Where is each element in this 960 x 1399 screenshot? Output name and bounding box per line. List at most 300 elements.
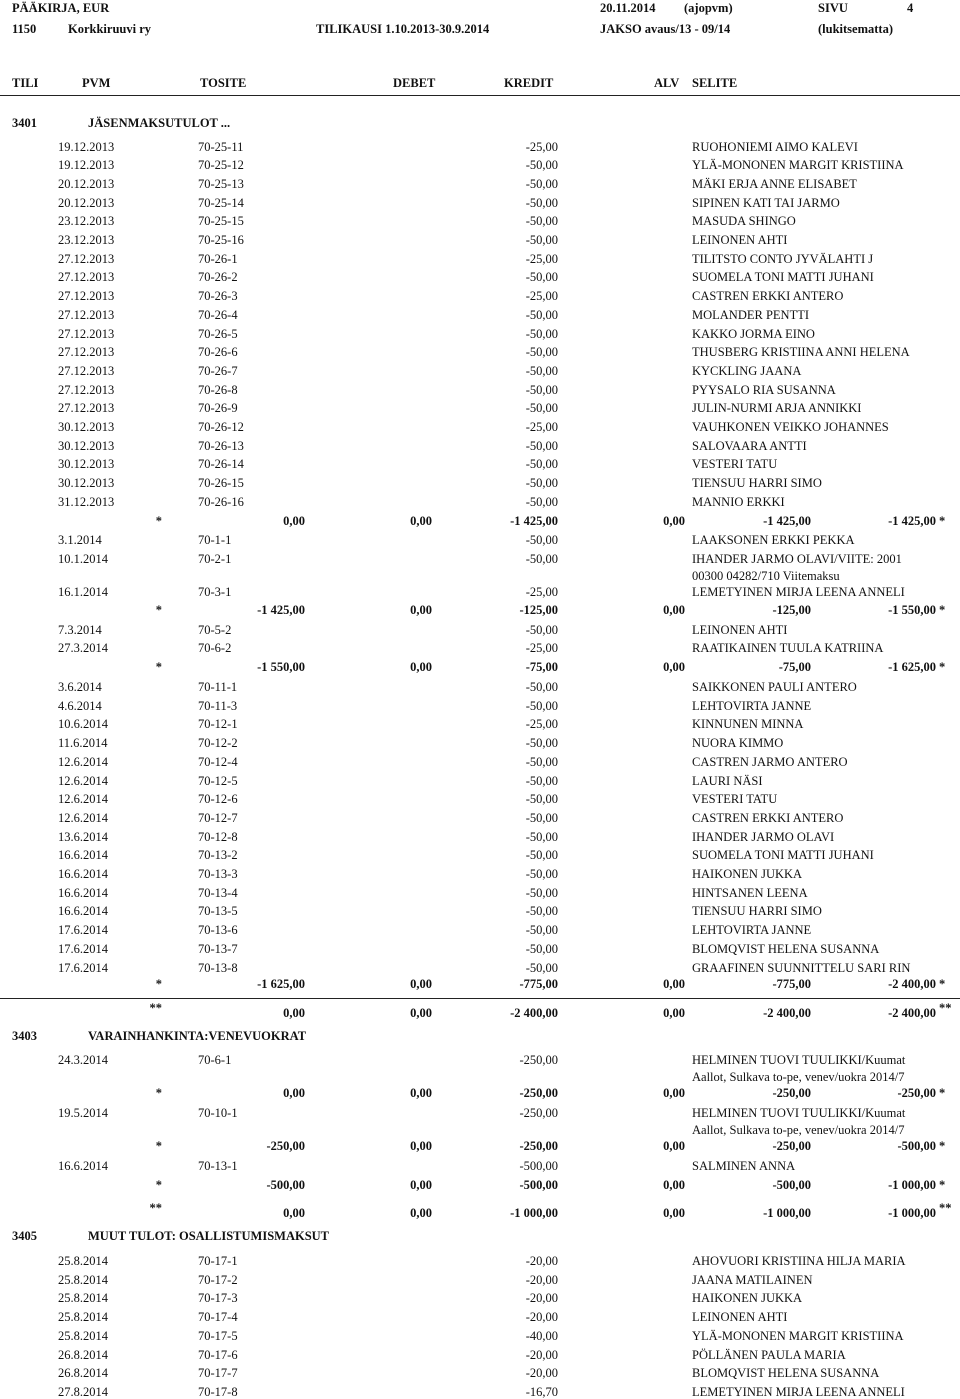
- subtotal-debit: 0,00: [410, 1086, 432, 1100]
- entry-credit: -50,00: [525, 923, 558, 938]
- entry-date: 10.6.2014: [58, 717, 108, 732]
- entry-description: CASTREN ERKKI ANTERO: [692, 810, 844, 825]
- subtotal-marker: *: [155, 660, 162, 674]
- entry-credit: -50,00: [525, 698, 558, 713]
- subtotal-balance: -500,00: [897, 1139, 936, 1153]
- entry-credit: -20,00: [525, 1254, 558, 1268]
- entry-date: 13.6.2014: [58, 829, 108, 844]
- entry-date: 27.12.2013: [58, 289, 115, 304]
- entry-credit: -50,00: [525, 363, 558, 378]
- entry-description: YLÄ-MONONEN MARGIT KRISTIINA: [692, 1328, 904, 1343]
- entry-credit: -50,00: [525, 885, 558, 900]
- entry-credit: -50,00: [525, 382, 558, 397]
- entry-date: 30.12.2013: [58, 476, 115, 491]
- subtotal-opening: -1 550,00: [257, 660, 305, 674]
- entry-date: 25.8.2014: [58, 1328, 108, 1343]
- entry-date: 17.6.2014: [58, 923, 108, 938]
- entry-credit: -25,00: [525, 585, 558, 599]
- entry-credit: -50,00: [525, 401, 558, 416]
- section-divider: [0, 998, 960, 999]
- entry-date: 24.3.2014: [58, 1053, 108, 1067]
- entry-credit: -50,00: [525, 773, 558, 788]
- entry-description: SALOVAARA ANTTI: [692, 438, 807, 453]
- subtotal-debit: 0,00: [410, 603, 432, 617]
- entry-description: HAIKONEN JUKKA: [692, 867, 803, 881]
- entry-credit: -50,00: [525, 623, 558, 637]
- entry-date: 3.1.2014: [58, 533, 102, 547]
- entry-credit: -50,00: [525, 176, 558, 191]
- entry-description: MANNIO ERKKI: [692, 494, 785, 509]
- subtotal-marker-end: *: [939, 514, 946, 528]
- entry-description: LEHTOVIRTA JANNE: [692, 698, 812, 713]
- subtotal-credit: -250,00: [519, 1086, 558, 1100]
- entry-voucher: 70-26-9: [198, 401, 238, 416]
- entry-date: 19.5.2014: [58, 1106, 108, 1120]
- entry-voucher: 70-26-16: [198, 494, 244, 509]
- entry-voucher: 70-25-15: [198, 214, 244, 229]
- entry-description: PÖLLÄNEN PAULA MARIA: [692, 1347, 846, 1362]
- entry-credit: -50,00: [525, 941, 558, 956]
- subtotal-balance: -1 000,00: [888, 1178, 936, 1192]
- entry-description-cont: Aallot, Sulkava to-pe, venev/uokra 2014/7: [692, 1123, 905, 1137]
- entry-description: JULIN-NURMI ARJA ANNIKKI: [692, 401, 862, 416]
- entry-date: 25.8.2014: [58, 1310, 108, 1325]
- entry-description: HINTSANEN LEENA: [692, 885, 808, 900]
- entry-date: 19.12.2013: [58, 139, 115, 154]
- entry-date: 25.8.2014: [58, 1254, 108, 1268]
- entry-voucher: 70-10-1: [198, 1106, 238, 1120]
- entry-date: 20.12.2013: [58, 176, 115, 191]
- entry-voucher: 70-12-4: [198, 754, 238, 769]
- subtotal-marker-end: *: [939, 603, 946, 617]
- entry-voucher: 70-25-12: [198, 158, 244, 173]
- entry-voucher: 70-26-7: [198, 363, 238, 378]
- page-label: SIVU: [818, 1, 848, 15]
- entry-description: SUOMELA TONI MATTI JUHANI: [692, 270, 874, 285]
- entry-description: NUORA KIMMO: [692, 736, 784, 751]
- entry-date: 16.6.2014: [58, 867, 108, 881]
- subtotal-marker: *: [155, 977, 162, 991]
- entry-voucher: 70-25-16: [198, 233, 244, 247]
- entry-description: VESTERI TATU: [692, 457, 778, 472]
- subtotal-marker-end: **: [939, 1201, 952, 1215]
- entry-description: AHOVUORI KRISTIINA HILJA MARIA: [692, 1254, 906, 1268]
- entry-voucher: 70-2-1: [198, 552, 232, 566]
- entry-credit: -40,00: [525, 1328, 558, 1343]
- entry-date: 27.12.2013: [58, 270, 115, 285]
- col-account: TILI: [12, 76, 39, 90]
- entry-voucher: 70-11-1: [198, 680, 238, 694]
- subtotal-marker: **: [149, 1201, 162, 1215]
- entry-voucher: 70-17-1: [198, 1254, 238, 1268]
- entry-voucher: 70-26-1: [198, 251, 238, 266]
- subtotal-opening: -250,00: [266, 1139, 305, 1153]
- subtotal-period: -125,00: [772, 603, 811, 617]
- entry-voucher: 70-17-7: [198, 1366, 238, 1381]
- subtotal-vat: 0,00: [663, 1206, 685, 1220]
- subtotal-vat: 0,00: [663, 660, 685, 674]
- entry-date: 26.8.2014: [58, 1347, 108, 1362]
- entry-voucher: 70-12-7: [198, 810, 238, 825]
- entry-description: YLÄ-MONONEN MARGIT KRISTIINA: [692, 158, 904, 173]
- subtotal-marker-end: *: [939, 1178, 946, 1192]
- subtotal-opening: 0,00: [283, 1206, 305, 1220]
- subtotal-balance: -1 625,00: [888, 660, 936, 674]
- subtotal-debit: 0,00: [410, 660, 432, 674]
- entry-credit: -20,00: [525, 1291, 558, 1306]
- entry-date: 11.6.2014: [58, 736, 108, 751]
- entry-credit: -25,00: [525, 717, 558, 732]
- entry-voucher: 70-17-3: [198, 1291, 238, 1306]
- subtotal-credit: -1 000,00: [510, 1206, 558, 1220]
- entry-voucher: 70-13-4: [198, 885, 238, 900]
- entry-voucher: 70-13-3: [198, 867, 238, 881]
- subtotal-opening: -500,00: [266, 1178, 305, 1192]
- entry-description: LEMETYINEN MIRJA LEENA ANNELI: [692, 585, 905, 599]
- entry-voucher: 70-5-2: [198, 623, 232, 637]
- entry-date: 19.12.2013: [58, 158, 115, 173]
- subtotal-vat: 0,00: [663, 1006, 685, 1020]
- entry-description: TILITSTO CONTO JYVÄLAHTI J: [692, 251, 874, 266]
- entry-credit: -50,00: [525, 867, 558, 881]
- entry-date: 7.3.2014: [58, 623, 102, 637]
- entry-description: IHANDER JARMO OLAVI: [692, 829, 835, 844]
- subtotal-marker-end: **: [939, 1001, 952, 1015]
- entry-voucher: 70-25-11: [198, 139, 244, 154]
- entry-credit: -20,00: [525, 1347, 558, 1362]
- subtotal-marker: *: [155, 1086, 162, 1100]
- entry-description: SIPINEN KATI TAI JARMO: [692, 195, 840, 210]
- entry-credit: -50,00: [525, 270, 558, 285]
- entry-voucher: 70-26-15: [198, 476, 244, 491]
- entry-date: 10.1.2014: [58, 552, 108, 566]
- entry-voucher: 70-26-12: [198, 420, 244, 434]
- entry-description: KYCKLING JAANA: [692, 363, 802, 378]
- subtotal-credit: -775,00: [519, 977, 558, 991]
- subtotal-debit: 0,00: [410, 1139, 432, 1153]
- entry-description: LEHTOVIRTA JANNE: [692, 923, 812, 938]
- fiscal-period: TILIKAUSI 1.10.2013-30.9.2014: [316, 22, 490, 36]
- entry-date: 16.6.2014: [58, 848, 108, 863]
- entry-date: 30.12.2013: [58, 420, 115, 434]
- entry-credit: -50,00: [525, 345, 558, 360]
- entry-credit: -25,00: [525, 139, 558, 154]
- entry-voucher: 70-3-1: [198, 585, 232, 599]
- entry-date: 27.12.2013: [58, 251, 115, 266]
- subtotal-marker: *: [155, 514, 162, 528]
- entry-credit: -50,00: [525, 552, 558, 566]
- entry-description: RAATIKAINEN TUULA KATRIINA: [692, 641, 884, 655]
- entry-description: CASTREN JARMO ANTERO: [692, 754, 848, 769]
- entry-voucher: 70-25-14: [198, 195, 244, 210]
- entry-credit: -50,00: [525, 960, 558, 975]
- header-divider: [0, 95, 960, 96]
- subtotal-debit: 0,00: [410, 1206, 432, 1220]
- col-vat: ALV: [654, 76, 680, 90]
- entry-description: VAUHKONEN VEIKKO JOHANNES: [692, 420, 889, 434]
- subtotal-period: -75,00: [778, 660, 811, 674]
- entry-date: 26.8.2014: [58, 1366, 108, 1381]
- entry-voucher: 70-12-8: [198, 829, 238, 844]
- entry-credit: -500,00: [519, 1159, 558, 1173]
- col-description: SELITE: [692, 76, 738, 90]
- entry-description: MASUDA SHINGO: [692, 214, 796, 229]
- subtotal-debit: 0,00: [410, 977, 432, 991]
- entry-date: 12.6.2014: [58, 810, 108, 825]
- entry-credit: -50,00: [525, 326, 558, 341]
- entry-date: 27.12.2013: [58, 401, 115, 416]
- entry-voucher: 70-26-3: [198, 289, 238, 304]
- entry-date: 27.12.2013: [58, 307, 115, 322]
- entry-credit: -50,00: [525, 680, 558, 694]
- entry-description: TIENSUU HARRI SIMO: [692, 904, 822, 919]
- section-account-id: 3401: [12, 116, 37, 130]
- col-debit: DEBET: [393, 76, 436, 90]
- entry-credit: -16,70: [525, 1384, 558, 1399]
- entry-voucher: 70-12-1: [198, 717, 238, 732]
- subtotal-vat: 0,00: [663, 514, 685, 528]
- entry-credit: -25,00: [525, 251, 558, 266]
- entry-description: SALMINEN ANNA: [692, 1159, 796, 1173]
- subtotal-credit: -1 425,00: [510, 514, 558, 528]
- entry-credit: -50,00: [525, 904, 558, 919]
- entry-voucher: 70-13-5: [198, 904, 238, 919]
- entry-credit: -50,00: [525, 438, 558, 453]
- entry-description: LAAKSONEN ERKKI PEKKA: [692, 533, 855, 547]
- entry-credit: -50,00: [525, 307, 558, 322]
- entry-description: HAIKONEN JUKKA: [692, 1291, 803, 1306]
- section-account-name: VARAINHANKINTA:VENEVUOKRAT: [88, 1029, 307, 1043]
- entry-voucher: 70-26-8: [198, 382, 238, 397]
- subtotal-vat: 0,00: [663, 1178, 685, 1192]
- entry-date: 25.8.2014: [58, 1272, 108, 1287]
- subtotal-marker-end: *: [939, 1086, 946, 1100]
- section-account-id: 3405: [12, 1229, 37, 1243]
- subtotal-period: -1 000,00: [763, 1206, 811, 1220]
- entry-credit: -20,00: [525, 1272, 558, 1287]
- entry-voucher: 70-26-6: [198, 345, 238, 360]
- entry-date: 23.12.2013: [58, 214, 115, 229]
- subtotal-credit: -500,00: [519, 1178, 558, 1192]
- subtotal-balance: -1 000,00: [888, 1206, 936, 1220]
- entry-description: MOLANDER PENTTI: [692, 307, 810, 322]
- entry-voucher: 70-26-13: [198, 438, 244, 453]
- entry-date: 12.6.2014: [58, 773, 108, 788]
- subtotal-marker: *: [155, 1178, 162, 1192]
- subtotal-credit: -2 400,00: [510, 1006, 558, 1020]
- report-title: PÄÄKIRJA, EUR: [12, 1, 110, 15]
- entry-credit: -50,00: [525, 829, 558, 844]
- entry-description: HELMINEN TUOVI TUULIKKI/Kuumat: [692, 1106, 906, 1120]
- subtotal-balance: -2 400,00: [888, 1006, 936, 1020]
- entry-date: 27.8.2014: [58, 1384, 108, 1399]
- entry-description: JAANA MATILAINEN: [692, 1272, 813, 1287]
- entry-description: RUOHONIEMI AIMO KALEVI: [692, 139, 858, 154]
- entry-voucher: 70-26-5: [198, 326, 238, 341]
- entry-credit: -50,00: [525, 494, 558, 509]
- entry-voucher: 70-13-1: [198, 1159, 238, 1173]
- entry-credit: -50,00: [525, 736, 558, 751]
- entry-date: 23.12.2013: [58, 233, 115, 247]
- report-period: JAKSO avaus/13 - 09/14: [600, 22, 731, 36]
- subtotal-opening: -1 625,00: [257, 977, 305, 991]
- subtotal-credit: -125,00: [519, 603, 558, 617]
- subtotal-marker-end: *: [939, 1139, 946, 1153]
- page-number: 4: [907, 1, 914, 15]
- entry-voucher: 70-11-3: [198, 698, 238, 713]
- entry-description: KINNUNEN MINNA: [692, 717, 804, 732]
- entry-credit: -50,00: [525, 754, 558, 769]
- entry-description-cont: Aallot, Sulkava to-pe, venev/uokra 2014/7: [692, 1070, 905, 1084]
- entry-date: 12.6.2014: [58, 754, 108, 769]
- entry-voucher: 70-13-6: [198, 923, 238, 938]
- entry-voucher: 70-26-2: [198, 270, 238, 285]
- subtotal-balance: -1 425,00: [888, 514, 936, 528]
- entry-date: 20.12.2013: [58, 195, 115, 210]
- entry-voucher: 70-17-8: [198, 1384, 238, 1399]
- subtotal-period: -1 425,00: [763, 514, 811, 528]
- entry-voucher: 70-6-2: [198, 641, 232, 655]
- subtotal-balance: -1 550,00: [888, 603, 936, 617]
- entry-credit: -20,00: [525, 1366, 558, 1381]
- entry-description: LEINONEN AHTI: [692, 233, 788, 247]
- entry-date: 16.6.2014: [58, 904, 108, 919]
- lock-status: (lukitsematta): [818, 22, 893, 36]
- entry-date: 30.12.2013: [58, 457, 115, 472]
- entry-voucher: 70-6-1: [198, 1053, 232, 1067]
- entry-voucher: 70-13-8: [198, 960, 238, 975]
- entry-description: KAKKO JORMA EINO: [692, 326, 815, 341]
- subtotal-marker: *: [155, 1139, 162, 1153]
- print-date-label: (ajopvm): [684, 1, 733, 15]
- entry-voucher: 70-17-5: [198, 1328, 238, 1343]
- entry-description: SUOMELA TONI MATTI JUHANI: [692, 848, 874, 863]
- entry-voucher: 70-17-6: [198, 1347, 238, 1362]
- entry-description: HELMINEN TUOVI TUULIKKI/Kuumat: [692, 1053, 906, 1067]
- entry-description: BLOMQVIST HELENA SUSANNA: [692, 941, 880, 956]
- subtotal-period: -250,00: [772, 1139, 811, 1153]
- subtotal-marker: **: [149, 1001, 162, 1015]
- entry-voucher: 70-1-1: [198, 533, 232, 547]
- subtotal-vat: 0,00: [663, 1139, 685, 1153]
- entry-description: LEMETYINEN MIRJA LEENA ANNELI: [692, 1384, 905, 1399]
- entry-credit: -25,00: [525, 420, 558, 434]
- entry-description: TIENSUU HARRI SIMO: [692, 476, 822, 491]
- company-id: 1150: [12, 22, 37, 36]
- entry-credit: -50,00: [525, 792, 558, 807]
- subtotal-opening: -1 425,00: [257, 603, 305, 617]
- subtotal-period: -250,00: [772, 1086, 811, 1100]
- col-credit: KREDIT: [504, 76, 554, 90]
- entry-description: BLOMQVIST HELENA SUSANNA: [692, 1366, 880, 1381]
- entry-description: LEINONEN AHTI: [692, 1310, 788, 1325]
- entry-voucher: 70-17-4: [198, 1310, 238, 1325]
- entry-voucher: 70-13-2: [198, 848, 238, 863]
- entry-description: LEINONEN AHTI: [692, 623, 788, 637]
- col-voucher: TOSITE: [200, 76, 247, 90]
- entry-voucher: 70-26-14: [198, 457, 244, 472]
- subtotal-period: -500,00: [772, 1178, 811, 1192]
- entry-description: MÄKI ERJA ANNE ELISABET: [692, 176, 857, 191]
- subtotal-period: -2 400,00: [763, 1006, 811, 1020]
- entry-description: CASTREN ERKKI ANTERO: [692, 289, 844, 304]
- entry-date: 17.6.2014: [58, 960, 108, 975]
- entry-date: 4.6.2014: [58, 698, 102, 713]
- subtotal-period: -775,00: [772, 977, 811, 991]
- entry-credit: -50,00: [525, 195, 558, 210]
- entry-description: VESTERI TATU: [692, 792, 778, 807]
- entry-description: GRAAFINEN SUUNNITTELU SARI RIN: [692, 960, 911, 975]
- subtotal-marker-end: *: [939, 977, 946, 991]
- entry-date: 30.12.2013: [58, 438, 115, 453]
- entry-date: 27.12.2013: [58, 363, 115, 378]
- entry-date: 27.12.2013: [58, 326, 115, 341]
- entry-date: 27.12.2013: [58, 345, 115, 360]
- subtotal-balance: -2 400,00: [888, 977, 936, 991]
- entry-voucher: 70-12-5: [198, 773, 238, 788]
- subtotal-debit: 0,00: [410, 514, 432, 528]
- entry-date: 27.12.2013: [58, 382, 115, 397]
- entry-description: LAURI NÄSI: [692, 773, 763, 788]
- entry-credit: -25,00: [525, 641, 558, 655]
- subtotal-marker: *: [155, 603, 162, 617]
- subtotal-credit: -250,00: [519, 1139, 558, 1153]
- subtotal-balance: -250,00: [897, 1086, 936, 1100]
- subtotal-debit: 0,00: [410, 1178, 432, 1192]
- entry-voucher: 70-13-7: [198, 941, 238, 956]
- entry-credit: -50,00: [525, 233, 558, 247]
- col-date: PVM: [82, 76, 111, 90]
- section-account-name: JÄSENMAKSUTULOT ...: [88, 116, 231, 130]
- entry-description: PYYSALO RIA SUSANNA: [692, 382, 836, 397]
- entry-date: 27.3.2014: [58, 641, 108, 655]
- entry-credit: -25,00: [525, 289, 558, 304]
- entry-credit: -20,00: [525, 1310, 558, 1325]
- entry-voucher: 70-26-4: [198, 307, 238, 322]
- subtotal-opening: 0,00: [283, 1006, 305, 1020]
- entry-description-cont: 00300 04282/710 Viitemaksu: [692, 569, 840, 583]
- subtotal-marker-end: *: [939, 660, 946, 674]
- entry-credit: -50,00: [525, 533, 558, 547]
- entry-credit: -250,00: [519, 1106, 558, 1120]
- print-date: 20.11.2014: [600, 1, 656, 15]
- subtotal-credit: -75,00: [525, 660, 558, 674]
- entry-date: 16.1.2014: [58, 585, 108, 599]
- entry-date: 25.8.2014: [58, 1291, 108, 1306]
- entry-date: 31.12.2013: [58, 494, 115, 509]
- entry-credit: -50,00: [525, 214, 558, 229]
- entry-date: 17.6.2014: [58, 941, 108, 956]
- entry-voucher: 70-17-2: [198, 1272, 238, 1287]
- subtotal-debit: 0,00: [410, 1006, 432, 1020]
- entry-date: 16.6.2014: [58, 885, 108, 900]
- entry-credit: -50,00: [525, 476, 558, 491]
- entry-credit: -50,00: [525, 457, 558, 472]
- entry-date: 12.6.2014: [58, 792, 108, 807]
- entry-description: SAIKKONEN PAULI ANTERO: [692, 680, 857, 694]
- subtotal-opening: 0,00: [283, 514, 305, 528]
- entry-credit: -250,00: [519, 1053, 558, 1067]
- subtotal-vat: 0,00: [663, 977, 685, 991]
- entry-date: 16.6.2014: [58, 1159, 108, 1173]
- entry-voucher: 70-25-13: [198, 176, 244, 191]
- entry-description: THUSBERG KRISTIINA ANNI HELENA: [692, 345, 910, 360]
- section-account-id: 3403: [12, 1029, 37, 1043]
- entry-description: IHANDER JARMO OLAVI/VIITE: 2001: [692, 552, 902, 566]
- subtotal-vat: 0,00: [663, 603, 685, 617]
- entry-credit: -50,00: [525, 158, 558, 173]
- company-name: Korkkiruuvi ry: [68, 22, 151, 36]
